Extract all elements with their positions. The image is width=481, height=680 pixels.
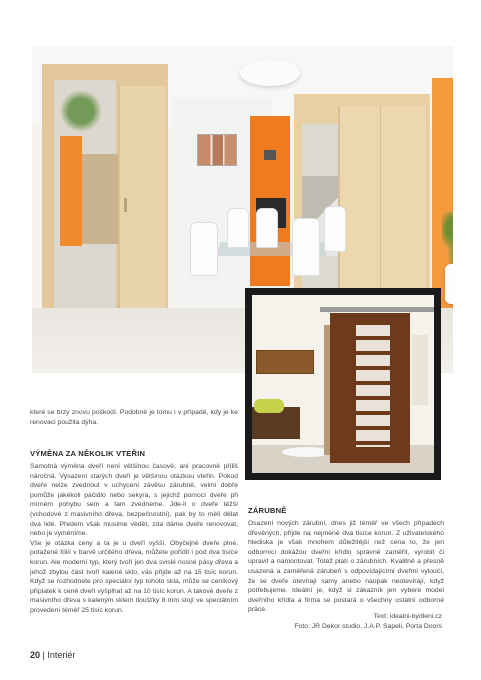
plant-pot	[445, 264, 453, 304]
chair	[292, 218, 320, 276]
potted-plant	[442, 212, 453, 268]
wall-shelf	[256, 350, 314, 374]
door-seam	[380, 106, 381, 318]
background-orange-wall	[60, 136, 82, 246]
paragraph: Samotná výměna dveří není většinou časově, ani pracovně příliš náročná. Vysazení starých dveří je většinou otázkou vteřin. Pokud dveře nelze zvednout v uchycení závěsu zárubně, velmi dobře pomůže jakékoli páčidlo nebo sekyra, s jejichž pomocí dveře při mírném pohybu sem a tam zvedneme. Jde-li o dveře těžší (vchodové z masivního dřeva, bezpečnostní), pak by to měli dělat dva lidé. Předem však musíme vědět, zda dáme dveře renovovat, nebo je vyměníme.	[30, 463, 238, 538]
section-name: Interiér	[47, 650, 76, 660]
door-glass-panels	[356, 325, 390, 447]
door-handle	[124, 198, 127, 212]
inset-photo-content	[252, 295, 434, 473]
page-footer	[30, 650, 75, 660]
chair	[227, 208, 249, 248]
section-body-2	[248, 519, 444, 615]
intro-paragraph	[30, 408, 238, 427]
window-light	[412, 335, 428, 405]
footer-separator: |	[42, 650, 45, 660]
section-body-1	[30, 462, 238, 616]
credits	[248, 612, 442, 632]
pillow	[254, 399, 284, 413]
text-credit: Text: idealni-bydleni.cz	[373, 613, 442, 620]
background-cabinet	[82, 154, 118, 244]
page-number: 20	[30, 650, 41, 660]
inset-photo-bedroom-door	[245, 288, 441, 480]
photo-credit: Foto: JR Dekor studio, J.A.P. Sapeli, Porta Doors	[294, 623, 442, 630]
paragraph: Vše je otázka ceny a ta je u dveří vyšší. Obyčejné dveře plné, potažené fólií v barvě určitého dřeva, můžete pořídit i pod dva tisíce korun. Ale moderní typ, který tvoří jen dva svislé nosné pásy dřeva a jehož zbylou část tvoří kalené sklo, vás přijde až na 15 tisíc korun. Když se rozhodnete pro speciální typ tohoto skla, může se ceníkový příplatek k ceně dveří vyšplhat až na 10 tisíc korun. A takové dveře z masivního dřeva s kaleným sklem tloušťky 8 mm stojí ve speciálním provedení téměř 25 tisíc korun.	[30, 539, 238, 614]
chair	[190, 222, 218, 276]
section-heading-1: VÝMĚNA ZA NĚKOLIK VTEŘIN	[30, 449, 146, 458]
section-heading-2: ZÁRUBNĚ	[248, 506, 287, 515]
chair	[324, 206, 346, 252]
sliding-door-rail	[320, 307, 434, 312]
intro-text: které se brzy znovu poškodí. Podobně je tomu i v případě, kdy je ke renovaci použita dýha.	[30, 409, 238, 426]
ceiling-lamp	[240, 60, 300, 86]
background-plant	[56, 86, 106, 136]
right-sliding-door	[338, 106, 426, 318]
wall-vent	[264, 150, 276, 160]
chair	[256, 208, 278, 248]
wall-art-photos	[197, 134, 237, 166]
paragraph: Osazení nových zárubní, dnes již téměř ve všech případech dřevěných, přijde na nejméně dva tisíce korun. Z uživatelského hlediska je však mnohem důležitější než cena to, že jen odborníci dokážou dveřní křídlo správně zaměřit, vyrobit či upravit a namontovat. Totéž platí o zárubních. Kvalitně a přesně usazená a zaměřená zárubeň s odpovídajícími dveřmi vyloučí, že se dveře otevírají samy anebo naopak neotevírají, když potřebujeme. Ideální je, když si zákazník jen vybere model dveřního křídla a firma se postará o všechny ostatní odborné práce.	[248, 520, 444, 614]
